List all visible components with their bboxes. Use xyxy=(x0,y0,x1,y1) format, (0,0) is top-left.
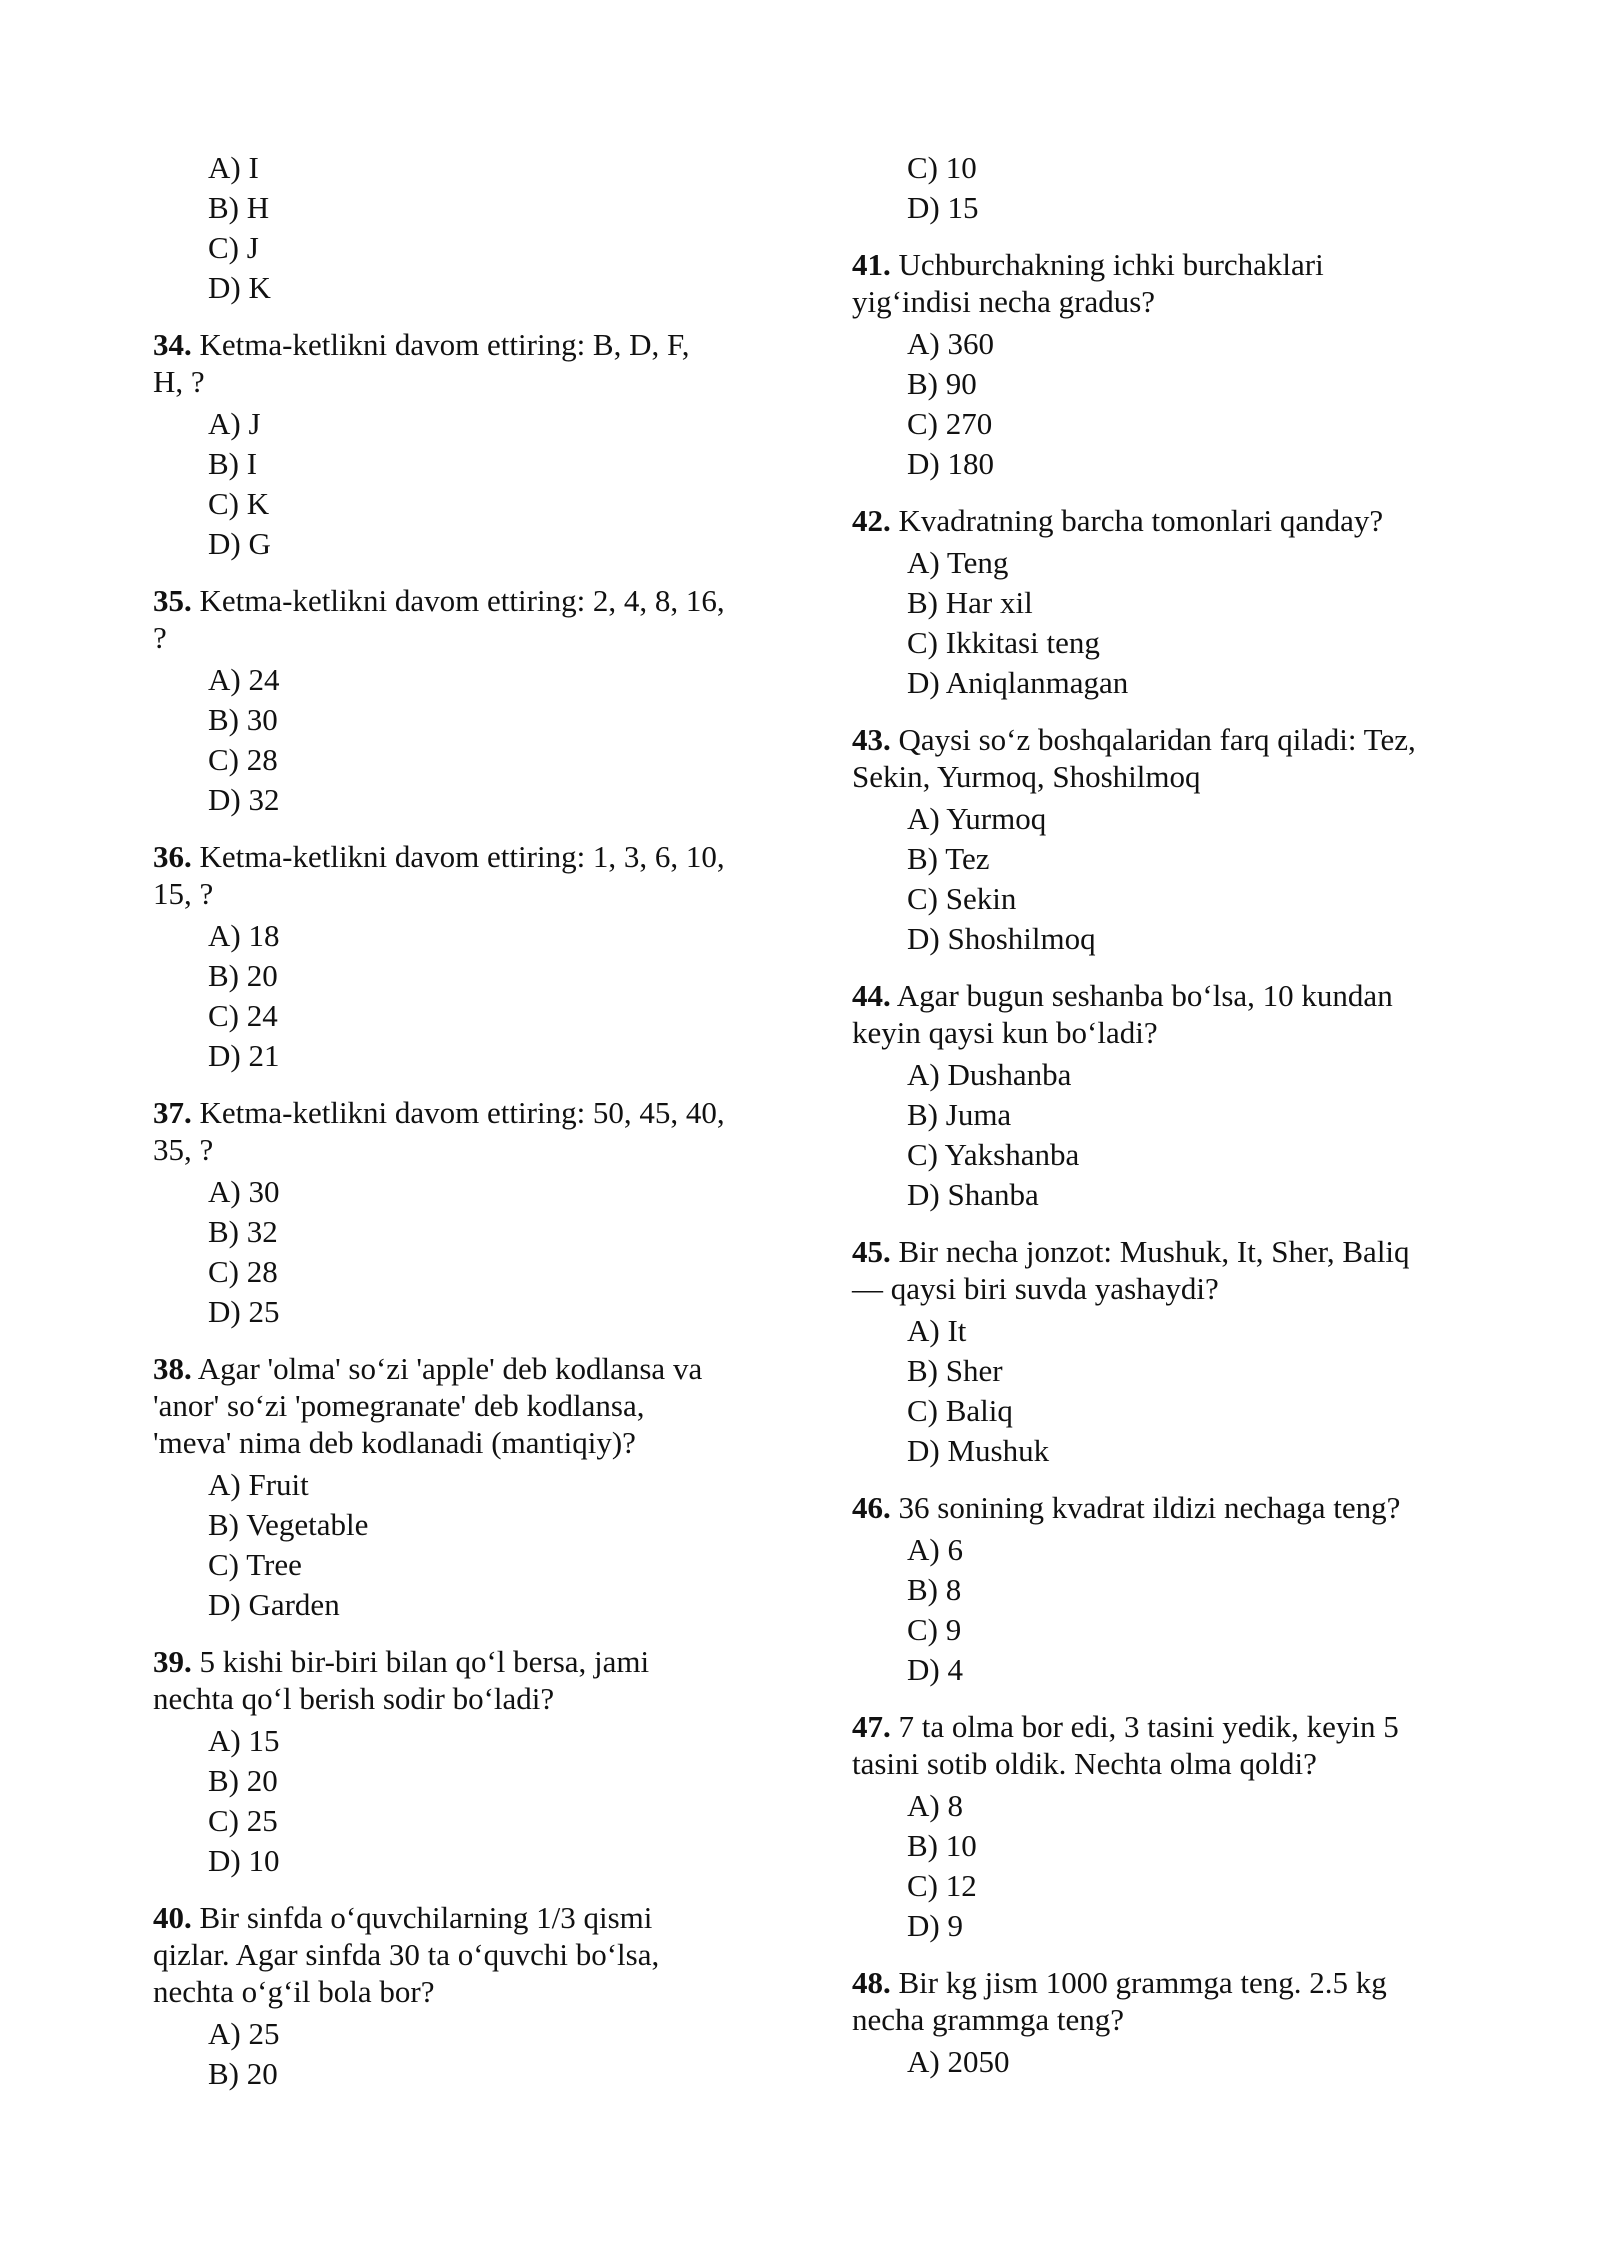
question-block xyxy=(852,721,1462,959)
question-number: 42. xyxy=(852,503,891,538)
question-text-line xyxy=(852,246,1462,283)
question-text-line xyxy=(153,1899,763,1936)
question-number: 36. xyxy=(153,839,192,874)
question-number: 45. xyxy=(852,1234,891,1269)
question-text-line xyxy=(852,1014,1462,1051)
answer-options xyxy=(153,1172,763,1332)
answer-option: C) Ikkitasi teng xyxy=(907,625,1100,660)
question-text-line xyxy=(852,502,1462,539)
answer-options xyxy=(153,1721,763,1881)
question-text-line xyxy=(852,2001,1462,2038)
answer-option: D) 9 xyxy=(907,1908,963,1943)
question-number: 34. xyxy=(153,327,192,362)
question-block xyxy=(852,1708,1462,1946)
question-text-line xyxy=(153,619,763,656)
question-number: 48. xyxy=(852,1965,891,2000)
question-text-line xyxy=(153,1680,763,1717)
answer-options xyxy=(852,1055,1462,1215)
answer-option: C) Baliq xyxy=(907,1393,1013,1428)
answer-option: D) Garden xyxy=(208,1587,340,1622)
question-text: 15, ? xyxy=(153,876,214,911)
question-text: nechta qo‘l berish sodir bo‘ladi? xyxy=(153,1681,555,1716)
question-text: Kvadratning barcha tomonlari qanday? xyxy=(898,503,1384,538)
question-text-line xyxy=(153,1643,763,1680)
answer-option: A) 24 xyxy=(208,662,280,697)
question-text: nechta o‘g‘il bola bor? xyxy=(153,1974,435,2009)
question-block xyxy=(852,1489,1462,1690)
question-text: qizlar. Agar sinfda 30 ta o‘quvchi bo‘lsa, xyxy=(153,1937,660,1972)
question-text: Ketma-ketlikni davom ettiring: 2, 4, 8, 16, xyxy=(199,583,725,618)
answer-option: B) Vegetable xyxy=(208,1507,369,1542)
answer-option: A) Teng xyxy=(907,545,1009,580)
question-text: ? xyxy=(153,620,167,655)
right-column xyxy=(852,148,1462,2082)
answer-option: C) K xyxy=(208,486,270,521)
answer-option: B) 10 xyxy=(907,1828,977,1863)
question-text: 35, ? xyxy=(153,1132,214,1167)
answer-option: D) Aniqlanmagan xyxy=(907,665,1129,700)
answer-option: B) Sher xyxy=(907,1353,1003,1388)
question-number: 41. xyxy=(852,247,891,282)
answer-option: C) 270 xyxy=(907,406,993,441)
question-text-line xyxy=(852,721,1462,758)
answer-option: B) 20 xyxy=(208,2056,278,2091)
question-text-line xyxy=(852,1489,1462,1526)
question-number: 43. xyxy=(852,722,891,757)
question-text-line xyxy=(153,326,763,363)
answer-option: C) Tree xyxy=(208,1547,302,1582)
answer-option: D) 10 xyxy=(208,1843,280,1878)
answer-option: D) 4 xyxy=(907,1652,963,1687)
question-text-line xyxy=(852,1708,1462,1745)
answer-option: C) 10 xyxy=(907,150,977,185)
answer-option: B) 32 xyxy=(208,1214,278,1249)
question-text: tasini sotib oldik. Nechta olma qoldi? xyxy=(852,1746,1317,1781)
answer-option: C) J xyxy=(208,230,259,265)
answer-options xyxy=(852,324,1462,484)
answer-option: C) 25 xyxy=(208,1803,278,1838)
question-text: 'meva' nima deb kodlanadi (mantiqiy)? xyxy=(153,1425,636,1460)
answer-options xyxy=(852,1311,1462,1471)
question-text: Bir necha jonzot: Mushuk, It, Sher, Baliq xyxy=(898,1234,1410,1269)
question-text: keyin qaysi kun bo‘ladi? xyxy=(852,1015,1158,1050)
question-text: Ketma-ketlikni davom ettiring: B, D, F, xyxy=(199,327,690,362)
question-text-line xyxy=(153,838,763,875)
question-text: 7 ta olma bor edi, 3 tasini yedik, keyin 5 xyxy=(898,1709,1399,1744)
question-text: Uchburchakning ichki burchaklari xyxy=(898,247,1324,282)
question-text-line xyxy=(153,1350,763,1387)
question-block xyxy=(153,1350,763,1625)
question-text-line xyxy=(852,977,1462,1014)
question-text: Agar 'olma' so‘zi 'apple' deb kodlansa va xyxy=(197,1351,703,1386)
answer-option: C) 9 xyxy=(907,1612,962,1647)
question-text-line xyxy=(153,582,763,619)
question-text: Qaysi so‘z boshqalaridan farq qiladi: Tez, xyxy=(898,722,1416,757)
answer-option: C) 12 xyxy=(907,1868,977,1903)
question-text: necha grammga teng? xyxy=(852,2002,1124,2037)
answer-option: C) Yakshanba xyxy=(907,1137,1080,1172)
answer-option: A) I xyxy=(208,150,259,185)
question-block xyxy=(153,582,763,820)
question-text-line xyxy=(153,1424,763,1461)
answer-options xyxy=(153,2014,763,2094)
answer-option: C) 24 xyxy=(208,998,278,1033)
answer-option: B) Juma xyxy=(907,1097,1012,1132)
answer-option: B) 90 xyxy=(907,366,977,401)
answer-option: B) 8 xyxy=(907,1572,962,1607)
answer-option: A) Fruit xyxy=(208,1467,309,1502)
answer-option: D) Mushuk xyxy=(907,1433,1050,1468)
question-text-line xyxy=(852,1745,1462,1782)
question-number: 37. xyxy=(153,1095,192,1130)
answer-option: D) 32 xyxy=(208,782,280,817)
answer-option: A) 6 xyxy=(907,1532,963,1567)
question-text-line xyxy=(852,1964,1462,2001)
answer-option: B) 20 xyxy=(208,1763,278,1798)
question-block xyxy=(852,1233,1462,1471)
question-block xyxy=(153,1643,763,1881)
answer-options xyxy=(852,2042,1462,2082)
answer-options xyxy=(852,1530,1462,1690)
answer-option: D) 15 xyxy=(907,190,979,225)
answer-options xyxy=(852,543,1462,703)
question-number: 35. xyxy=(153,583,192,618)
answer-options xyxy=(153,404,763,564)
answer-option: A) J xyxy=(208,406,261,441)
question-text: — qaysi biri suvda yashaydi? xyxy=(852,1271,1219,1306)
question-text-line xyxy=(153,363,763,400)
question-text: H, ? xyxy=(153,364,205,399)
answer-option: B) Har xil xyxy=(907,585,1033,620)
question-text-line xyxy=(153,875,763,912)
answer-option: A) 25 xyxy=(208,2016,280,2051)
lead-options xyxy=(153,148,763,308)
answer-options xyxy=(153,1465,763,1625)
question-text: 'anor' so‘zi 'pomegranate' deb kodlansa, xyxy=(153,1388,645,1423)
question-text: Ketma-ketlikni davom ettiring: 1, 3, 6, 10, xyxy=(199,839,725,874)
answer-option: A) It xyxy=(907,1313,967,1348)
answer-option: A) 18 xyxy=(208,918,280,953)
answer-option: B) 20 xyxy=(208,958,278,993)
question-block xyxy=(153,326,763,564)
question-number: 46. xyxy=(852,1490,891,1525)
answer-options xyxy=(852,1786,1462,1946)
question-block xyxy=(153,1094,763,1332)
question-block xyxy=(153,838,763,1076)
question-number: 39. xyxy=(153,1644,192,1679)
answer-option: A) Yurmoq xyxy=(907,801,1047,836)
answer-option: C) 28 xyxy=(208,1254,278,1289)
answer-option: B) 30 xyxy=(208,702,278,737)
question-text: Ketma-ketlikni davom ettiring: 50, 45, 40, xyxy=(199,1095,725,1130)
answer-option: C) 28 xyxy=(208,742,278,777)
answer-option: A) 30 xyxy=(208,1174,280,1209)
answer-option: A) 360 xyxy=(907,326,994,361)
question-block xyxy=(852,1964,1462,2082)
question-block xyxy=(852,502,1462,703)
answer-option: B) Tez xyxy=(907,841,990,876)
answer-option: A) Dushanba xyxy=(907,1057,1072,1092)
answer-option: D) G xyxy=(208,526,271,561)
answer-option: D) 25 xyxy=(208,1294,280,1329)
answer-options xyxy=(852,799,1462,959)
question-text-line xyxy=(153,1936,763,1973)
question-number: 40. xyxy=(153,1900,192,1935)
question-text-line xyxy=(153,1387,763,1424)
answer-option: B) I xyxy=(208,446,258,481)
question-text-line xyxy=(852,758,1462,795)
answer-option: D) 21 xyxy=(208,1038,280,1073)
question-number: 47. xyxy=(852,1709,891,1744)
question-block xyxy=(852,977,1462,1215)
answer-option: D) Shoshilmoq xyxy=(907,921,1096,956)
question-text-line xyxy=(852,1233,1462,1270)
question-text: Sekin, Yurmoq, Shoshilmoq xyxy=(852,759,1201,794)
answer-option: B) H xyxy=(208,190,270,225)
question-text: Bir kg jism 1000 grammga teng. 2.5 kg xyxy=(898,1965,1387,2000)
question-text-line xyxy=(153,1973,763,2010)
question-text: 5 kishi bir-biri bilan qo‘l bersa, jami xyxy=(199,1644,650,1679)
question-text-line xyxy=(852,283,1462,320)
question-block xyxy=(153,1899,763,2094)
question-block xyxy=(852,246,1462,484)
question-number: 44. xyxy=(852,978,891,1013)
lead-options xyxy=(852,148,1462,228)
question-text: 36 sonining kvadrat ildizi nechaga teng? xyxy=(898,1490,1401,1525)
question-text-line xyxy=(153,1131,763,1168)
answer-option: A) 15 xyxy=(208,1723,280,1758)
answer-option: D) K xyxy=(208,270,271,305)
question-text: yig‘indisi necha gradus? xyxy=(852,284,1156,319)
answer-option: A) 2050 xyxy=(907,2044,1010,2079)
answer-option: D) 180 xyxy=(907,446,994,481)
answer-option: A) 8 xyxy=(907,1788,963,1823)
answer-options xyxy=(153,660,763,820)
question-text: Agar bugun seshanba bo‘lsa, 10 kundan xyxy=(896,978,1393,1013)
question-text-line xyxy=(852,1270,1462,1307)
question-number: 38. xyxy=(153,1351,192,1386)
answer-options xyxy=(153,916,763,1076)
answer-option: D) Shanba xyxy=(907,1177,1039,1212)
left-column xyxy=(153,148,763,2094)
question-text-line xyxy=(153,1094,763,1131)
question-text: Bir sinfda o‘quvchilarning 1/3 qismi xyxy=(199,1900,653,1935)
answer-option: C) Sekin xyxy=(907,881,1017,916)
